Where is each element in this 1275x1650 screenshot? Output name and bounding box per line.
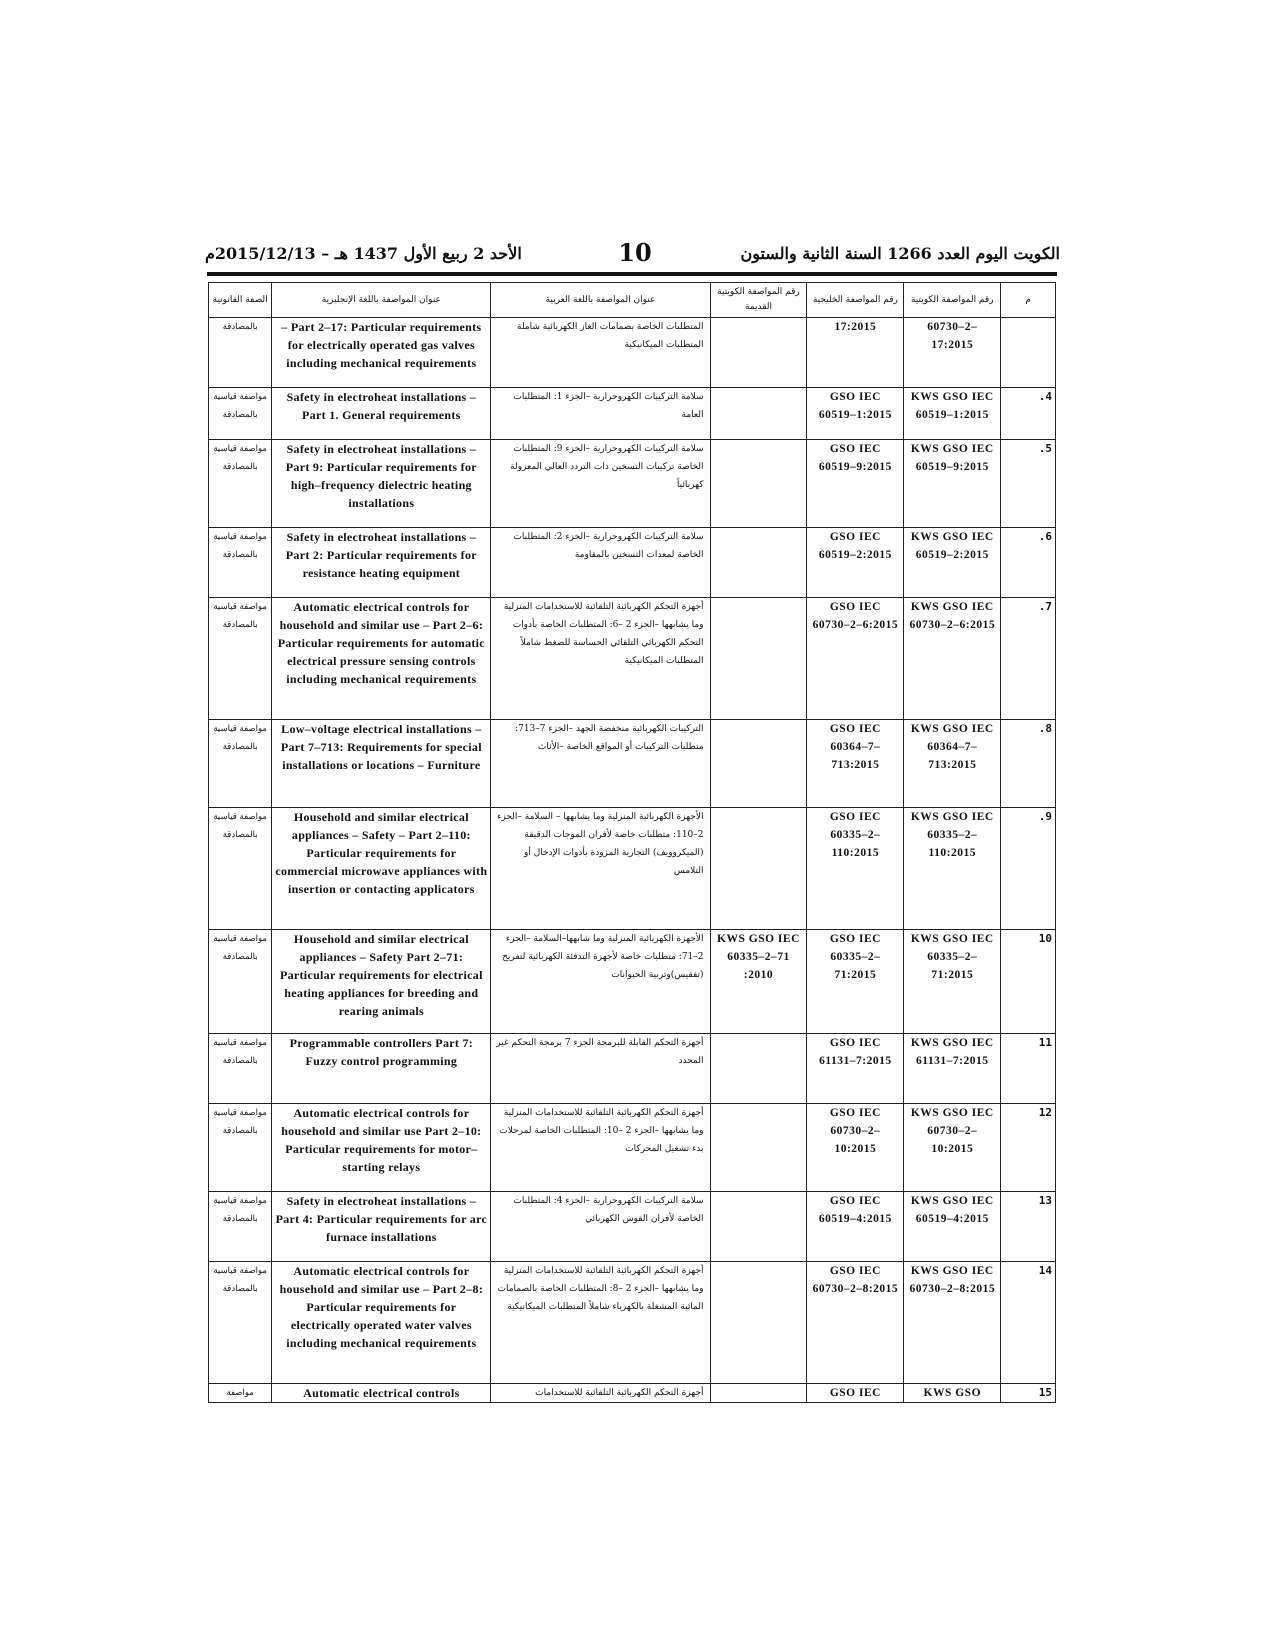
kws-code: KWS GSO IEC 60519–2:2015 [904,528,1001,598]
col-header-english: عنوان المواصفة باللغة الإنجليزية [272,283,491,318]
row-number: 15 [1001,1384,1056,1403]
english-title: Household and similar electrical appliances – Safety – Part 2–110: Particular requirements for commercial microwave appliances with insertion or contacting applicators [272,808,491,930]
gso-code: GSO IEC 60519–4:2015 [807,1192,904,1262]
arabic-title: سلامة التركيبات الكهروحرارية –الجزء 1: المتطلبات العامة [491,388,710,440]
legal-status: بالمصادقة [209,318,272,388]
english-title: Safety in electroheat installations – Part 1. General requirements [272,388,491,440]
gso-code: GSO IEC 60730–2–8:2015 [807,1262,904,1384]
old-kws-code [710,388,807,440]
old-kws-code [710,1262,807,1384]
legal-status: مواصفة قياسية بالمصادقة [209,1262,272,1384]
kws-code: KWS GSO IEC 60730–2–10:2015 [904,1104,1001,1192]
arabic-title: المتطلبات الخاصة بصمامات الغاز الكهربائية شاملة المتطلبات الميكانيكية [491,318,710,388]
gso-code: GSO IEC 61131–7:2015 [807,1034,904,1104]
gso-code: 17:2015 [807,318,904,388]
english-title: Safety in electroheat installations – Part 9: Particular requirements for high–frequency dielectric heating installations [272,440,491,528]
old-kws-code: KWS GSO IEC 60335–2–71 :2010 [710,930,807,1034]
english-title: Automatic electrical controls for household and similar use Part 2–10: Particular requirements for motor–starting relays [272,1104,491,1192]
english-title: Automatic electrical controls for household and similar use – Part 2–8: Particular requirements for electrically operated water valves including mechanical requirements [272,1262,491,1384]
gso-code: GSO IEC 60519–1:2015 [807,388,904,440]
issue-info: الكويت اليوم العدد 1266 السنة الثانية والستون [740,244,1060,263]
col-header-old: رقم المواصفة الكويتية القديمة [710,283,807,318]
kws-code: KWS GSO IEC 60519–9:2015 [904,440,1001,528]
row-number: 14 [1001,1262,1056,1384]
old-kws-code [710,598,807,720]
english-title: Automatic electrical controls [272,1384,491,1403]
kws-code: KWS GSO IEC 60335–2–71:2015 [904,930,1001,1034]
gso-code: GSO IEC 60335–2–110:2015 [807,808,904,930]
date-info: الأحد 2 ربيع الأول 1437 هـ – 2015/12/13م [205,244,522,263]
kws-code: KWS GSO IEC 60335–2–110:2015 [904,808,1001,930]
row-number: .8 [1001,720,1056,808]
table-row [209,318,1056,388]
arabic-title: الأجهزة الكهربائية المنزلية وما يشابهها – السلامة –الجزء 2–110: متطلبات خاصة لأفران الموجات الدقيقة (الميكروويف) التجارية المزودة بأدوات الإدخال أو التلامس [491,808,710,930]
old-kws-code [710,720,807,808]
kws-code: KWS GSO IEC 61131–7:2015 [904,1034,1001,1104]
kws-code: 60730–2–17:2015 [904,318,1001,388]
legal-status: مواصفة قياسية بالمصادقة [209,1104,272,1192]
legal-status: مواصفة قياسية بالمصادقة [209,598,272,720]
arabic-title: التركيبات الكهربائية منخفضة الجهد –الجزء 7–713: متطلبات التركيبات أو المواقع الخاصة –الأثاث [491,720,710,808]
table-row [209,1384,1056,1403]
legal-status: مواصفة قياسية بالمصادقة [209,388,272,440]
legal-status: مواصفة قياسية بالمصادقة [209,930,272,1034]
english-title: – Part 2–17: Particular requirements for electrically operated gas valves including mechanical requirements [272,318,491,388]
arabic-title: سلامة التركيبات الكهروحرارية –الجزء 2: المتطلبات الخاصة لمعدات التسخين بالمقاومة [491,528,710,598]
row-number: .5 [1001,440,1056,528]
english-title: Programmable controllers Part 7: Fuzzy control programming [272,1034,491,1104]
col-header-gso: رقم المواصفة الخليجية [807,283,904,318]
kws-code: KWS GSO IEC 60730–2–6:2015 [904,598,1001,720]
old-kws-code [710,528,807,598]
arabic-title: أجهزة التحكم الكهربائية التلقائية للاستخدامات المنزلية وما يشابهها –الجزء 2 –8: المتطلبات الخاصة بالصمامات المائية المشغلة بالكهرباء شاملاً المتطلبات الميكانيكية [491,1262,710,1384]
table-row [209,388,1056,440]
row-number: 10 [1001,930,1056,1034]
arabic-title: أجهزة التحكم الكهربائية التلقائية للاستخدامات المنزلية وما يشابهها –الجزء 2 –10: المتطلبات الخاصة لمرحلات بدء تشغيل المحركات [491,1104,710,1192]
arabic-title: سلامة التركيبات الكهروحرارية –الجزء 9: المتطلبات الخاصة تركيبات التسخين ذات التردد العالي المعزولة كهربائياً [491,440,710,528]
kws-code: KWS GSO [904,1384,1001,1403]
row-number: .6 [1001,528,1056,598]
legal-status: مواصفة قياسية بالمصادقة [209,528,272,598]
table-row [209,1104,1056,1192]
english-title: Safety in electroheat installations – Part 2: Particular requirements for resistance heating equipment [272,528,491,598]
old-kws-code [710,1384,807,1403]
kws-code: KWS GSO IEC 60519–1:2015 [904,388,1001,440]
arabic-title: سلامة التركيبات الكهروحرارية –الجزء 4: المتطلبات الخاصة لأفران القوس الكهربائي [491,1192,710,1262]
table-row [209,930,1056,1034]
page-header [205,240,1060,272]
old-kws-code [710,440,807,528]
arabic-title: الأجهزة الكهربائية المنزلية وما شابهها–السلامة –الجزء 2–71: متطلبات خاصة لأجهزة التدفئة الكهربائية لتفريخ (تفقيس)وتربية الحيوانات [491,930,710,1034]
table-row [209,440,1056,528]
gso-code: GSO IEC 60519–9:2015 [807,440,904,528]
arabic-title: أجهزة التحكم الكهربائية التلقائية للاستخدامات [491,1384,710,1403]
gso-code: GSO IEC 60364–7–713:2015 [807,720,904,808]
row-number: 11 [1001,1034,1056,1104]
row-number [1001,318,1056,388]
gso-code: GSO IEC 60519–2:2015 [807,528,904,598]
table-row [209,598,1056,720]
gso-code: GSO IEC [807,1384,904,1403]
kws-code: KWS GSO IEC 60364–7–713:2015 [904,720,1001,808]
col-header-kws: رقم المواصفة الكويتية [904,283,1001,318]
kws-code: KWS GSO IEC 60730–2–8:2015 [904,1262,1001,1384]
old-kws-code [710,808,807,930]
table-row [209,808,1056,930]
row-number: .9 [1001,808,1056,930]
legal-status: مواصفة قياسية بالمصادقة [209,1034,272,1104]
col-header-legal: الصفة القانونية [209,283,272,318]
arabic-title: أجهزة التحكم القابلة للبرمجة الجزء 7 برمجة التحكم غير المحدد [491,1034,710,1104]
standards-table [208,282,1056,1403]
row-number: 12 [1001,1104,1056,1192]
old-kws-code [710,1034,807,1104]
old-kws-code [710,1104,807,1192]
legal-status: مواصفة قياسية بالمصادقة [209,808,272,930]
gso-code: GSO IEC 60730–2–6:2015 [807,598,904,720]
english-title: Safety in electroheat installations – Part 4: Particular requirements for arc furnace installations [272,1192,491,1262]
row-number: .7 [1001,598,1056,720]
legal-status: مواصفة قياسية بالمصادقة [209,720,272,808]
row-number: 13 [1001,1192,1056,1262]
old-kws-code [710,318,807,388]
english-title: Low–voltage electrical installations – Part 7–713: Requirements for special installations or locations – Furniture [272,720,491,808]
header-rule [207,272,1057,276]
legal-status: مواصفة [209,1384,272,1403]
row-number: .4 [1001,388,1056,440]
legal-status: مواصفة قياسية بالمصادقة [209,440,272,528]
old-kws-code [710,1192,807,1262]
table-row [209,1192,1056,1262]
gso-code: GSO IEC 60335–2–71:2015 [807,930,904,1034]
col-header-num: م [1001,283,1056,318]
col-header-arabic: عنوان المواصفة باللغة العربية [491,283,710,318]
table-row [209,1262,1056,1384]
table-row [209,1034,1056,1104]
english-title: Household and similar electrical appliances – Safety Part 2–71: Particular requirements for electrical heating appliances for breeding and rearing animals [272,930,491,1034]
page-number: 10 [618,238,652,267]
legal-status: مواصفة قياسية بالمصادقة [209,1192,272,1262]
kws-code: KWS GSO IEC 60519–4:2015 [904,1192,1001,1262]
gso-code: GSO IEC 60730–2–10:2015 [807,1104,904,1192]
table-header-row [209,283,1056,318]
table-row [209,720,1056,808]
english-title: Automatic electrical controls for household and similar use – Part 2–6: Particular requirements for automatic electrical pressure sensing controls including mechanical requirements [272,598,491,720]
table-row [209,528,1056,598]
arabic-title: أجهزة التحكم الكهربائية التلقائية للاستخدامات المنزلية وما يشابهها –الجزء 2 –6: المتطلبات الخاصة بأدوات التحكم الكهربائي التلقائي الحساسة للضغط شاملاً المتطلبات الميكانيكية [491,598,710,720]
